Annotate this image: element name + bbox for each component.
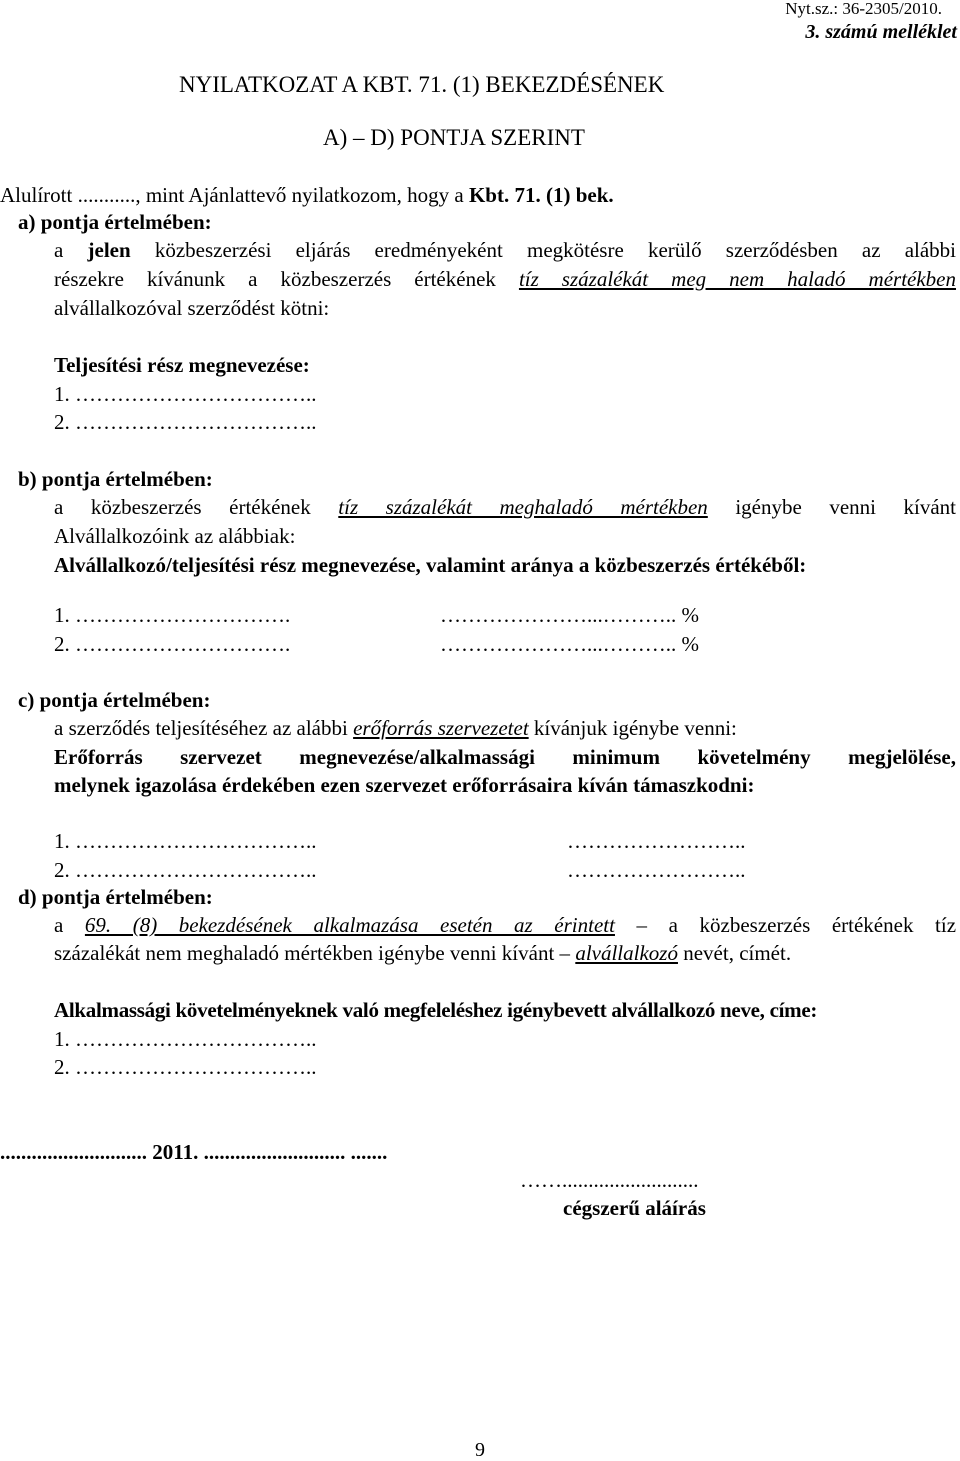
section-a-heading: a) pontja értelmében: <box>18 210 212 234</box>
section-a-subheading: Teljesítési rész megnevezése: <box>54 353 310 377</box>
intro-line <box>0 185 614 206</box>
section-c-item-2-name: 2. …………………………….. <box>54 858 317 882</box>
section-d-line1: a 69. (8) bekezdésének alkalmazása esetén az érintett – a közbeszerzés értékének tíz <box>54 913 957 937</box>
section-b-subheading: Alvállalkozó/teljesítési rész megnevezése, valamint aránya a közbeszerzés értékéből: <box>54 553 807 577</box>
reference-number: Nyt.sz.: 36-2305/2010. <box>785 0 942 18</box>
section-c-heading: c) pontja értelmében: <box>18 688 211 712</box>
annex-label: 3. számú melléklet <box>805 21 957 43</box>
section-a-line2: részekre kívánunk a közbeszerzés értékének tíz százalékát meg nem haladó mértékben <box>54 267 957 291</box>
section-b-line1: a közbeszerzés értékének tíz százalékát meghaladó mértékben igénybe venni kívánt <box>54 495 957 519</box>
date-line: ............................ 2011. ........................... ....... <box>0 1140 388 1164</box>
section-c-item-2-requirement: …………………….. <box>567 858 746 882</box>
section-d-item-1: 1. …………………………….. <box>54 1027 317 1051</box>
section-a-item-2: 2. …………………………….. <box>54 410 317 434</box>
section-d-item-2: 2. …………………………….. <box>54 1055 317 1079</box>
signature-line: …….......................... <box>520 1168 699 1192</box>
document-title: NYILATKOZAT A KBT. 71. (1) BEKEZDÉSÉNEK <box>179 72 665 97</box>
section-c-line1: a szerződés teljesítéséhez az alábbi erőforrás szervezetet kívánjuk igénybe venni: <box>54 716 737 740</box>
signature-label: cégszerű aláírás <box>563 1196 706 1220</box>
section-c-subheading-1: Erőforrás szervezet megnevezése/alkalmassági minimum követelmény megjelölése, <box>54 745 956 769</box>
section-c-item-1-requirement: …………………….. <box>567 829 746 853</box>
section-b-item-1-name: 1. …………………………. <box>54 603 291 627</box>
section-b-heading: b) pontja értelmében: <box>18 467 213 491</box>
section-b-line2: Alvállalkozóink az alábbiak: <box>54 524 296 548</box>
intro-text: Alulírott ..........., mint Ajánlattevő nyilatkozom, hogy a <box>0 183 469 207</box>
section-b-item-2-ratio: …………………...……….. % <box>440 632 699 656</box>
page-number: 9 <box>475 1439 485 1461</box>
section-d-heading: d) pontja értelmében: <box>18 885 213 909</box>
section-a-line3: alvállalkozóval szerződést kötni: <box>54 296 330 320</box>
section-c-item-1-name: 1. …………………………….. <box>54 829 317 853</box>
section-c-subheading-2: melynek igazolása érdekében ezen szervezet erőforrásaira kíván támaszkodni: <box>54 773 755 797</box>
kbt-reference: Kbt. 71. (1) bek. <box>468 183 614 207</box>
section-b-item-1-ratio: …………………...……….. % <box>440 603 699 627</box>
document-subtitle: A) – D) PONTJA SZERINT <box>323 125 585 150</box>
section-a-item-1: 1. …………………………….. <box>54 382 317 406</box>
section-d-subheading: Alkalmassági követelményeknek való megfeleléshez igénybevett alvállalkozó neve, címe: <box>54 998 818 1022</box>
section-b-item-2-name: 2. …………………………. <box>54 632 291 656</box>
section-d-line2: százalékát nem meghaladó mértékben igénybe venni kívánt – alvállalkozó nevét, címét. <box>54 941 792 965</box>
section-a-line1: a jelen közbeszerzési eljárás eredményeként megkötésre kerülő szerződésben az alábbi <box>54 238 957 262</box>
